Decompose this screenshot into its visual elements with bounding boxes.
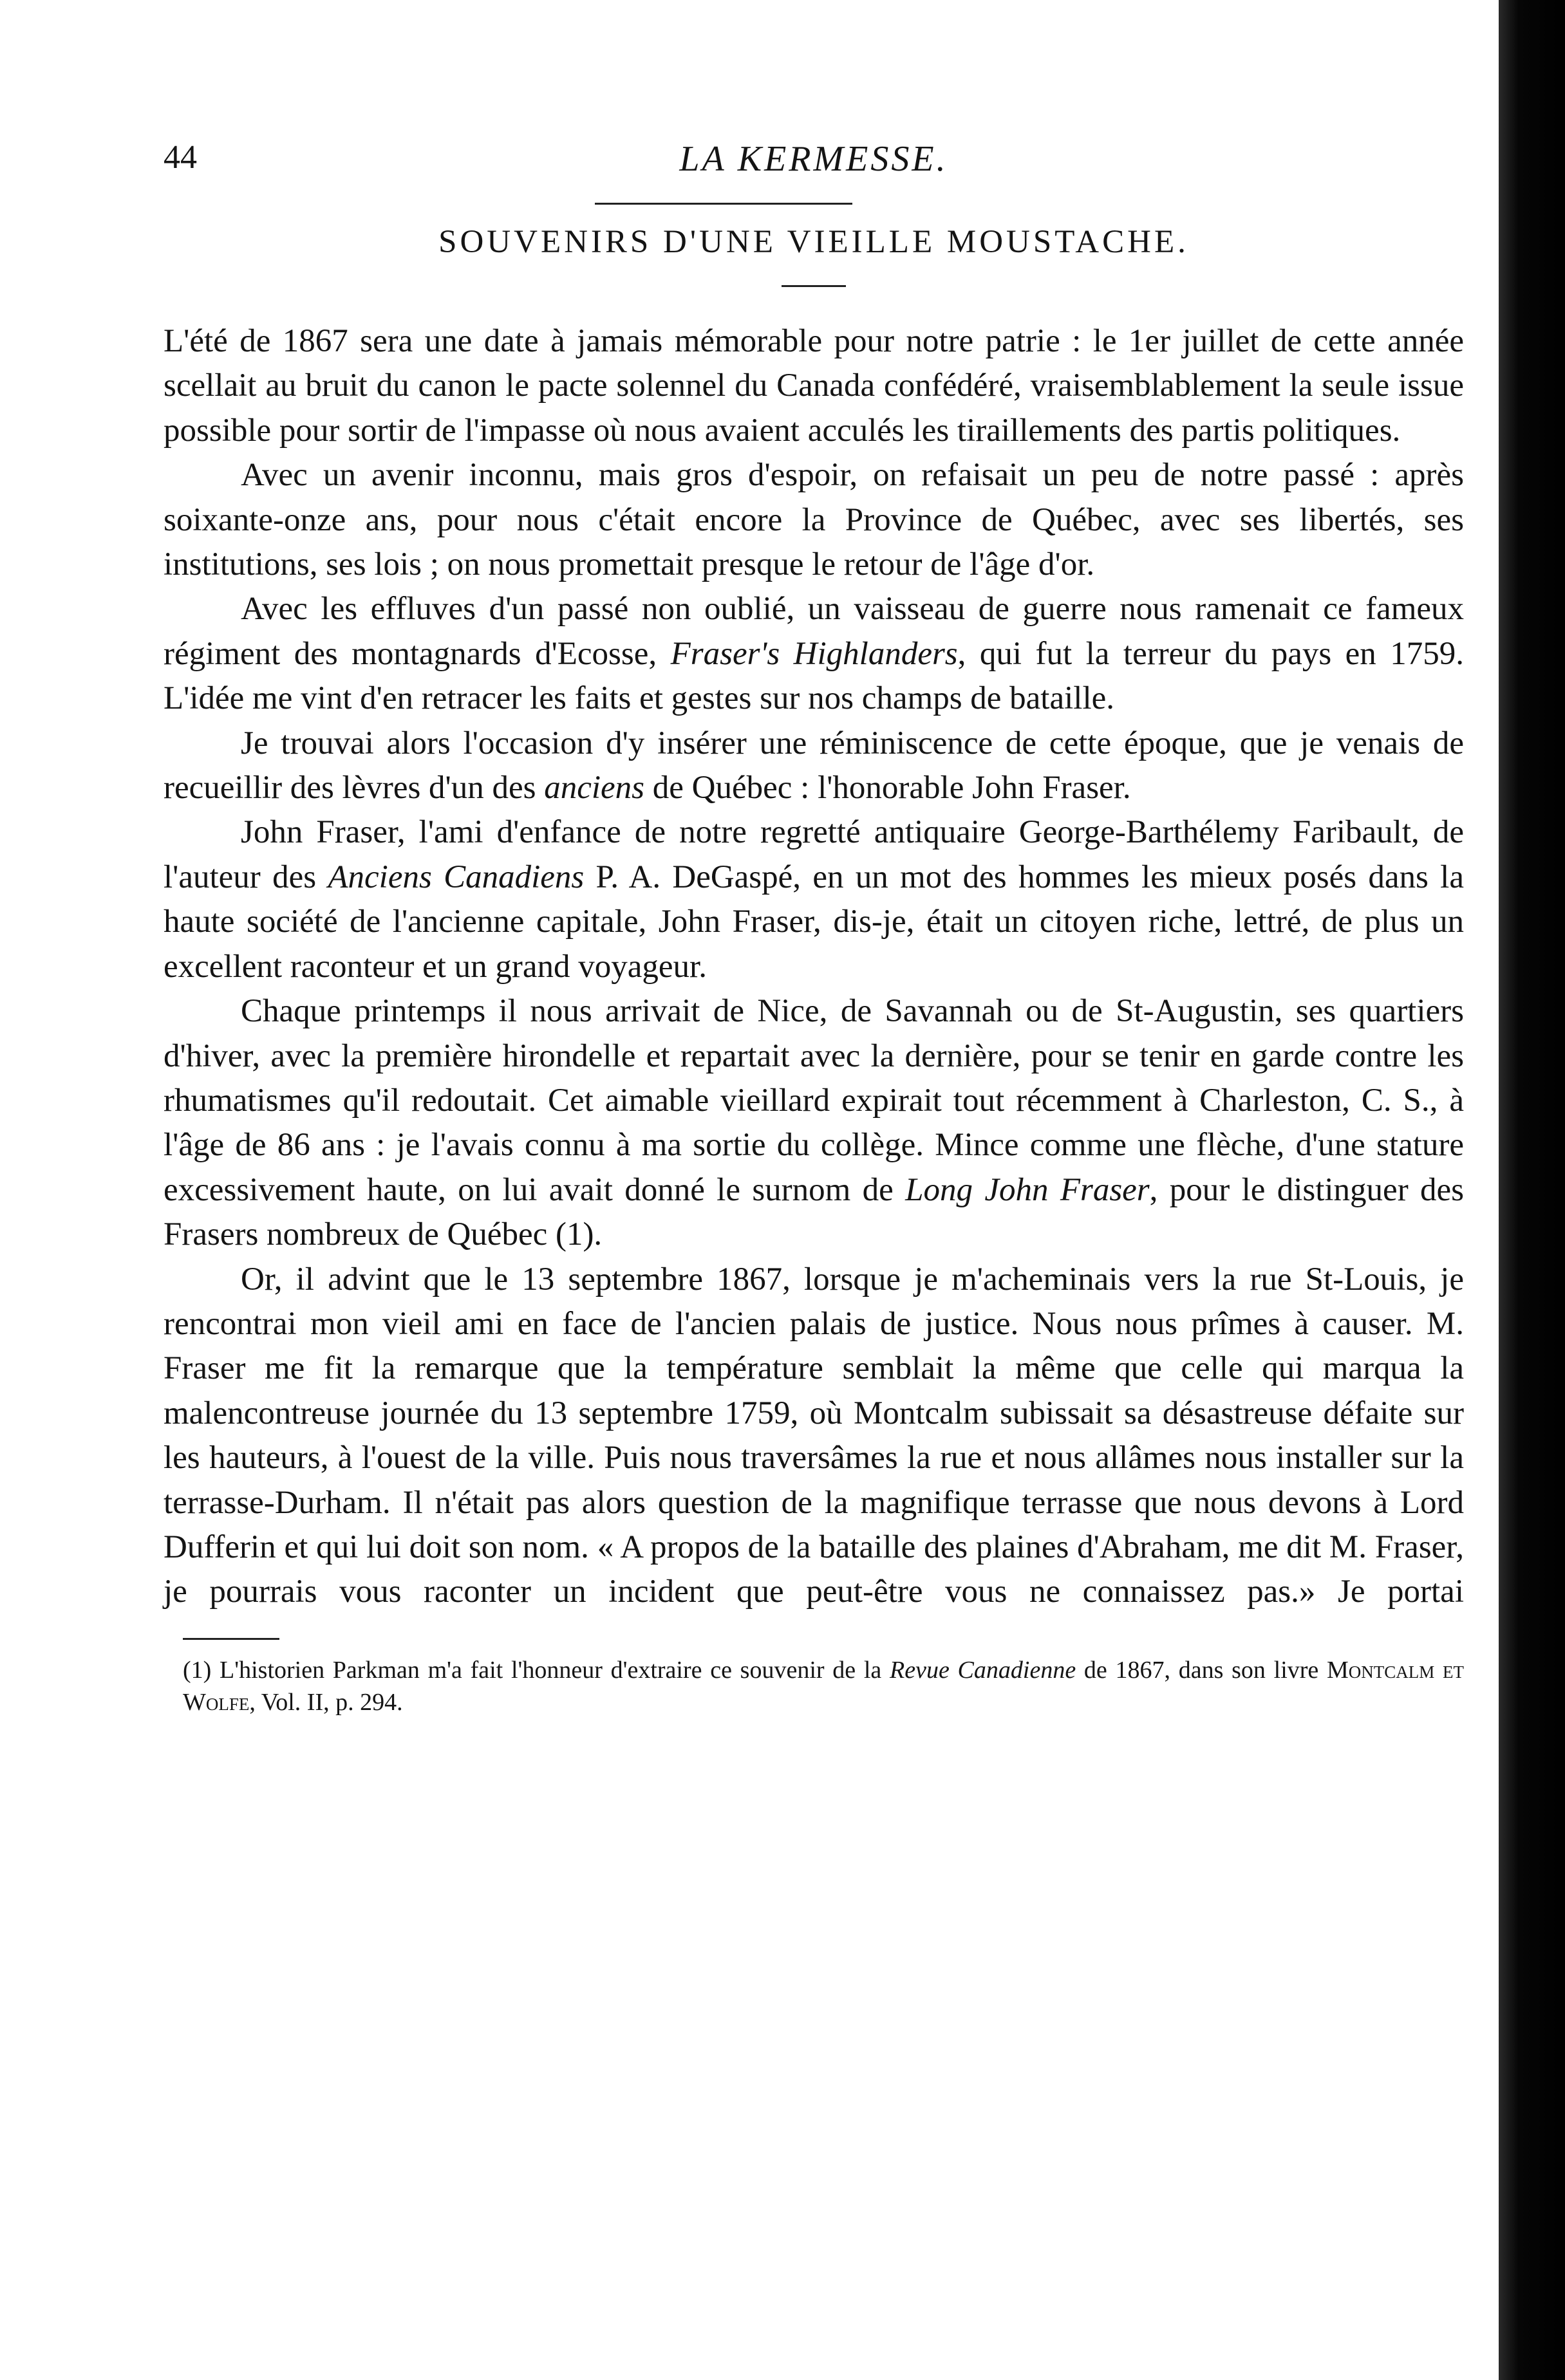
paragraph-1: L'été de 1867 sera une date à jamais mémorable pour notre patrie : le 1er juillet de cette année scellait au bruit du canon le pacte solennel du Canada confédéré, vraisemblablement la seule issue possible pour sortir de l'impasse où nous avaient acculés les tiraillements des partis politiques.: [164, 323, 1464, 449]
paragraph-6-text-c: , pour le distinguer des Frasers nombreux de Québec (1).: [164, 1171, 1464, 1253]
paragraph-5: [164, 810, 1464, 989]
footnote-journal-italic: Revue Canadienne: [890, 1656, 1076, 1684]
book-page: [164, 138, 1464, 1718]
paragraph-4-text-a: Je trouvai alors l'occasion d'y insérer une réminiscence de cette époque, que je venais de recueillir des lèvres d'un des: [164, 725, 1464, 806]
nickname-italic: Long John Fraser: [905, 1171, 1150, 1208]
footnote-rule: [183, 1638, 279, 1640]
paragraph-4: [164, 721, 1464, 811]
paragraph-5-text-a: John Fraser, l'ami d'enfance de notre regretté antiquaire George-Barthélemy Faribault, de l'auteur des: [164, 814, 1464, 895]
article-body: [164, 319, 1464, 1615]
running-title: LA KERMESSE.: [679, 139, 948, 179]
paragraph-6-text-a: Chaque printemps il nous arrivait de Nice, de Savannah ou de St-Augustin, ses quartiers d'hiver, avec la première hirondelle et repartait avec la dernière, pour se tenir en garde contre les rhumatismes qu'il redoutait. Cet aimable vieillard expirait tout récemment à Charleston, C. S., à l'âge de 86 ans : je l'avais connu à ma sortie du collège. Mince comme une flèche, d'une stature excessivement haute, on lui avait donné le surnom de: [164, 993, 1464, 1208]
footnote-text-e: , Vol. II, p. 294.: [249, 1688, 403, 1716]
paragraph-4-text-c: de Québec : l'honorable John Fraser.: [644, 770, 1131, 806]
paragraph-3-text-a: Avec les effluves d'un passé non oublié, un vaisseau de guerre nous ramenait ce fameux régiment des montagnards d'Ecosse,: [164, 591, 1464, 672]
header-rule: [595, 203, 852, 205]
page-number: 44: [164, 139, 197, 176]
title-rule: [782, 285, 846, 287]
footnote: [164, 1654, 1464, 1718]
footnote-text-a: (1) L'historien Parkman m'a fait l'honneur d'extraire ce souvenir de la: [183, 1656, 890, 1684]
paragraph-3-text-c: , qui fut la terreur du pays en 1759. L'idée me vint d'en retracer les faits et gestes sur nos champs de bataille.: [164, 635, 1465, 717]
book-title-italic: Anciens Canadiens: [328, 859, 585, 895]
paragraph-7: Or, il advint que le 13 septembre 1867, lorsque je m'acheminais vers la rue St-Louis, je rencontrai mon vieil ami en face de l'ancien palais de justice. Nous nous prîmes à causer. M. Fraser me fit la remarque que la température semblait la même que celle qui marqua la malencontreuse journée du 13 septembre 1759, où Montcalm subissait sa désastreuse défaite sur les hauteurs, à l'ouest de la ville. Puis nous traversâmes la rue et nous allâmes nous installer sur la terrasse-Durham. Il n'était pas alors question de la magnifique terrasse que nous devons à Lord Dufferin et qui lui doit son nom. « A propos de la bataille des plaines d'Abraham, me dit M. Fraser, je pourrais vous raconter un incident que peut-être vous ne connaissez pas.» Je portai: [164, 1261, 1464, 1610]
anciens-italic: anciens: [544, 770, 645, 806]
paragraph-6: [164, 989, 1464, 1257]
footnote-text-c: de 1867, dans son livre: [1076, 1656, 1327, 1684]
paragraph-5-text-c: P. A. DeGaspé, en un mot des hommes les mieux posés dans la haute société de l'ancienne capitale, John Fraser, dis-je, était un citoyen riche, lettré, de plus un excellent raconteur et un grand voyageur.: [164, 859, 1464, 985]
footnote-book-title: Montcalm et Wolfe: [183, 1656, 1465, 1716]
paragraph-3: [164, 587, 1464, 721]
running-head: [164, 138, 1464, 190]
article-title: SOUVENIRS D'UNE VIEILLE MOUSTACHE.: [438, 224, 1189, 260]
scan-dark-edge: [1499, 0, 1565, 2380]
paragraph-2: Avec un avenir inconnu, mais gros d'espoir, on refaisait un peu de notre passé : après soixante-onze ans, pour nous c'était encore la Province de Québec, avec ses libertés, ses institutions, ses lois ; on nous promettait presque le retour de l'âge d'or.: [164, 457, 1464, 583]
regiment-name-italic: Fraser's Highlanders: [670, 635, 958, 672]
